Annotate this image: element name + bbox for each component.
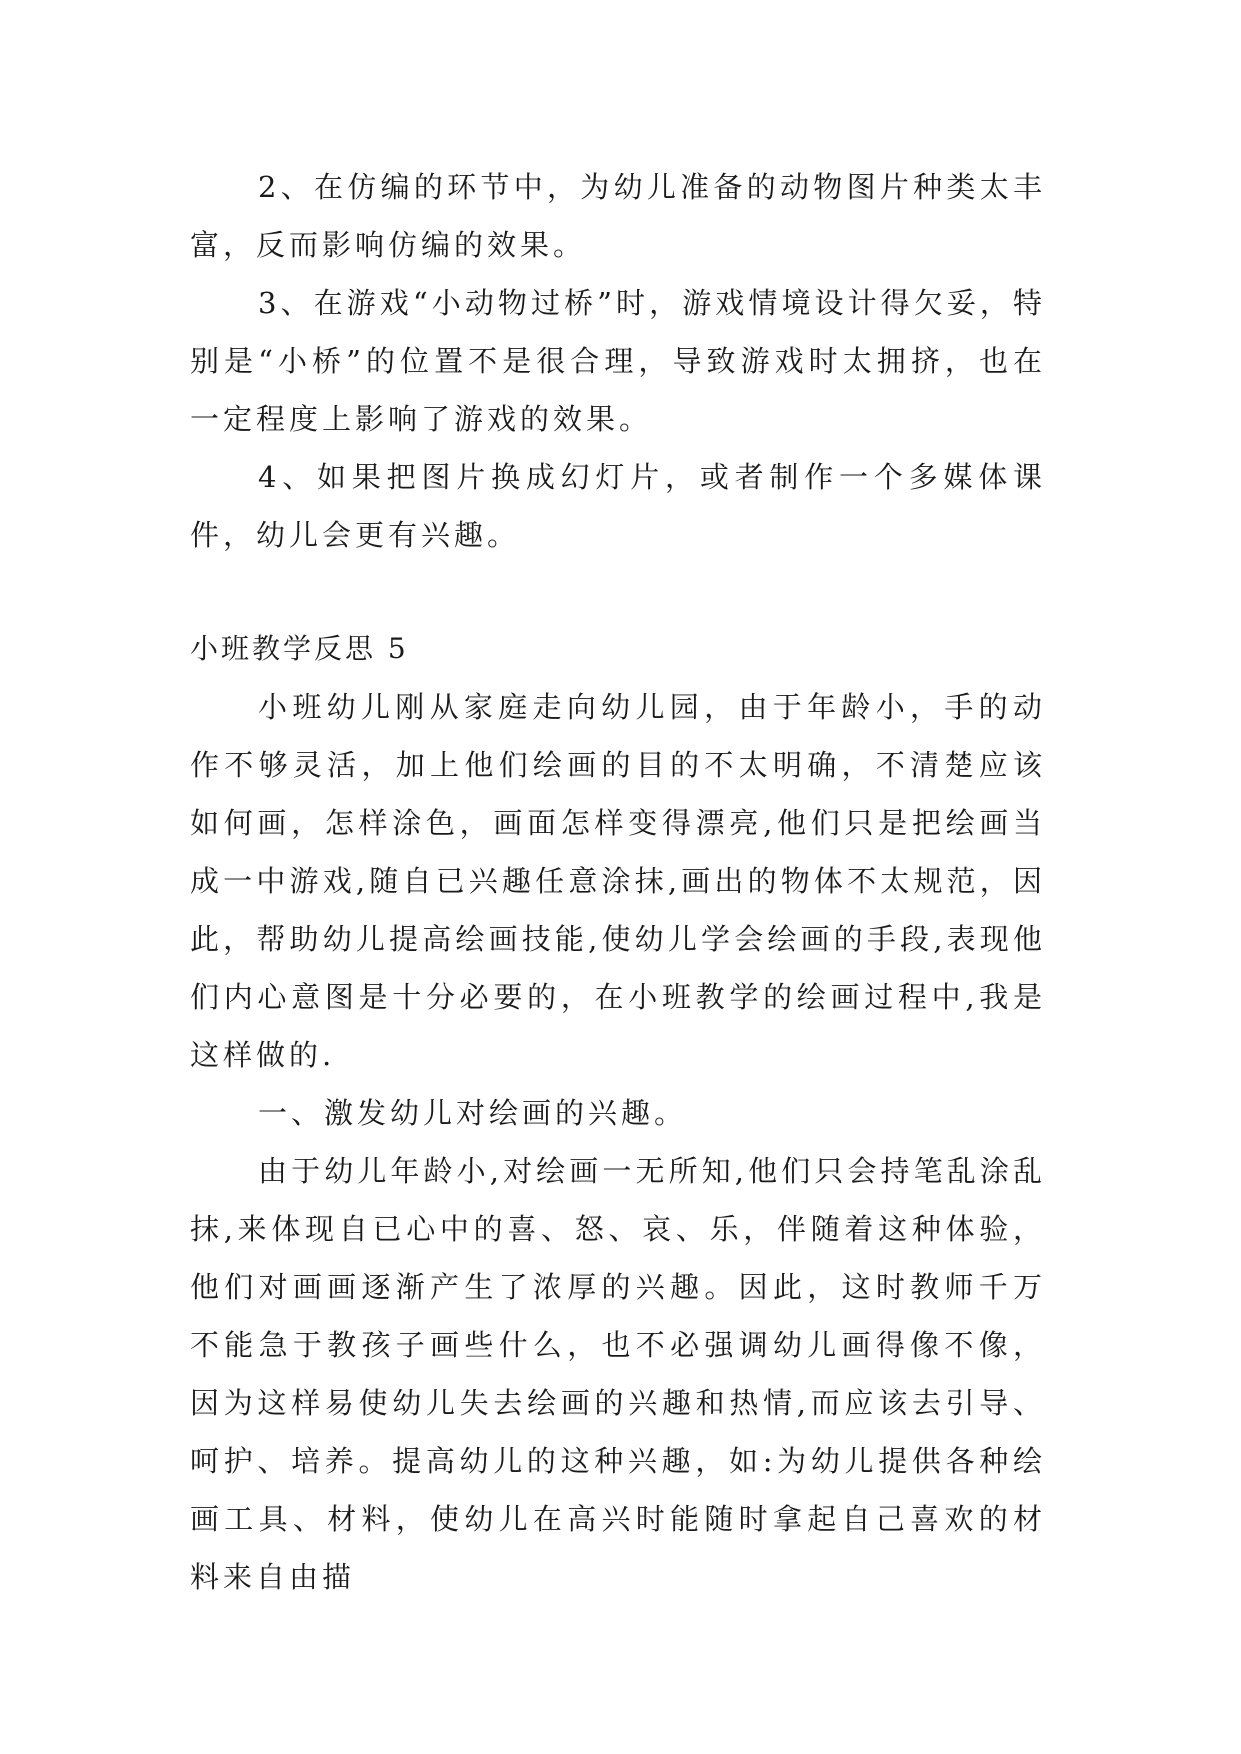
section-paragraph-body: 由于幼儿年龄小,对绘画一无所知,他们只会持笔乱涂乱抹,来体现自已心中的喜、怒、哀、乐，伴随着这种体验，他们对画画逐渐产生了浓厚的兴趣。因此，这时教师千万不能急于教孩子画些什么，也不必强调幼儿画得像不像，因为这样易使幼儿失去绘画的兴趣和热情,而应该去引导、呵护、培养。提高幼儿的这种兴趣，如:为幼儿提供各种绘画工具、材料，使幼儿在高兴时能随时拿起自己喜欢的材料来自由描 (190, 1154, 1046, 1594)
section-paragraph-intro: 小班幼儿刚从家庭走向幼儿园，由于年龄小，手的动作不够灵活，加上他们绘画的目的不太明确，不清楚应该如何画，怎样涂色，画面怎样变得漂亮,他们只是把绘画当成一中游戏,随自已兴趣任意涂抹,画出的物体不太规范，因此，帮助幼儿提高绘画技能,使幼儿学会绘画的手段,表现他们内心意图是十分必要的，在小班教学的绘画过程中,我是这样做的. (190, 690, 1046, 1072)
paragraph-item-3: 3、在游戏“小动物过桥”时，游戏情境设计得欠妥，特别是“小桥”的位置不是很合理，导致游戏时太拥挤，也在一定程度上影响了游戏的效果。 (190, 286, 1046, 436)
paragraph-item-2: 2、在仿编的环节中，为幼儿准备的动物图片种类太丰富，反而影响仿编的效果。 (190, 170, 1046, 262)
document-body (190, 158, 1046, 1606)
section-subheading: 一、激发幼儿对绘画的兴趣。 (258, 1096, 688, 1130)
paragraph-item-4: 4、如果把图片换成幻灯片，或者制作一个多媒体课件，幼儿会更有兴趣。 (190, 460, 1046, 552)
section-title: 小班教学反思 5 (190, 632, 409, 665)
